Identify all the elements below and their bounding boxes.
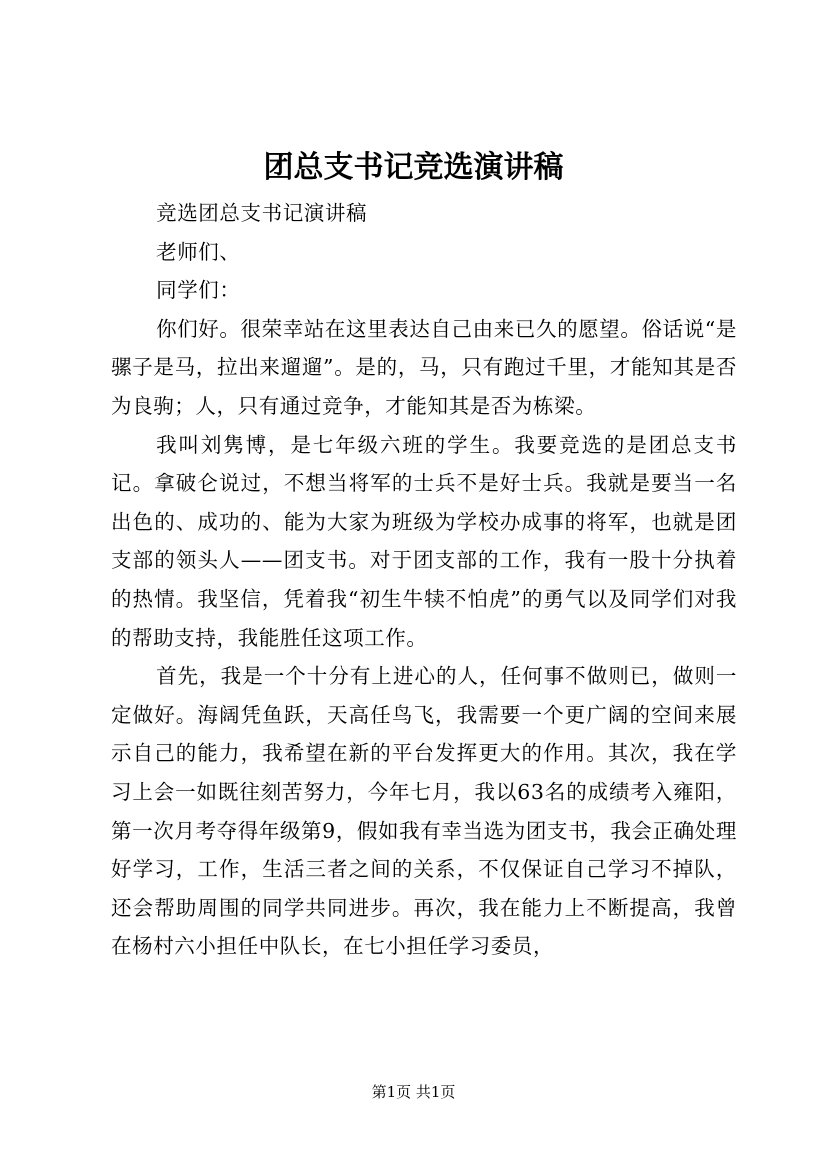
paragraph: 同学们： bbox=[156, 278, 241, 303]
paragraph: 竞选团总支书记演讲稿 bbox=[156, 201, 368, 225]
document-title: 团总支书记竞选演讲稿 bbox=[263, 150, 564, 185]
document-body bbox=[111, 194, 737, 966]
paragraph: 首先，我是一个十分有上进心的人，任何事不做则已，做则一定做好。海阔凭鱼跃，天高任鸟飞，我需要一个更广阔的空间来展示自己的能力，我希望在新的平台发挥更大的作用。其次，我在学习上会一如既往刻苦努力，今年七月，我以63名的成绩考入雍阳，第一次月考夺得年级第9，假如我有幸当选为团支书，我会正确处理好学习，工作，生活三者之间的关系，不仅保证自己学习不掉队，还会帮助周围的同学共同进步。再次，我在能力上不断提高，我曾在杨村六小担任中队长，在七小担任学习委员， bbox=[111, 664, 737, 959]
page-footer: 第1页 共1页 bbox=[371, 1083, 456, 1101]
paragraph: 我叫刘隽博，是七年级六班的学生。我要竞选的是团总支书记。拿破仑说过，不想当将军的士兵不是好士兵。我就是要当一名出色的、成功的、能为大家为班级为学校办成事的将军，也就是团支部的领头人——团支书。对于团支部的工作，我有一股十分执着的热情。我坚信，凭着我“初生牛犊不怕虎”的勇气以及同学们对我的帮助支持，我能胜任这项工作。 bbox=[111, 432, 737, 650]
paragraph: 你们好。很荣幸站在这里表达自己由来已久的愿望。俗话说“是骡子是马，拉出来遛遛”。是的，马，只有跑过千里，才能知其是否为良驹；人，只有通过竞争，才能知其是否为栋梁。 bbox=[111, 316, 737, 418]
paragraph: 老师们、 bbox=[156, 239, 241, 264]
